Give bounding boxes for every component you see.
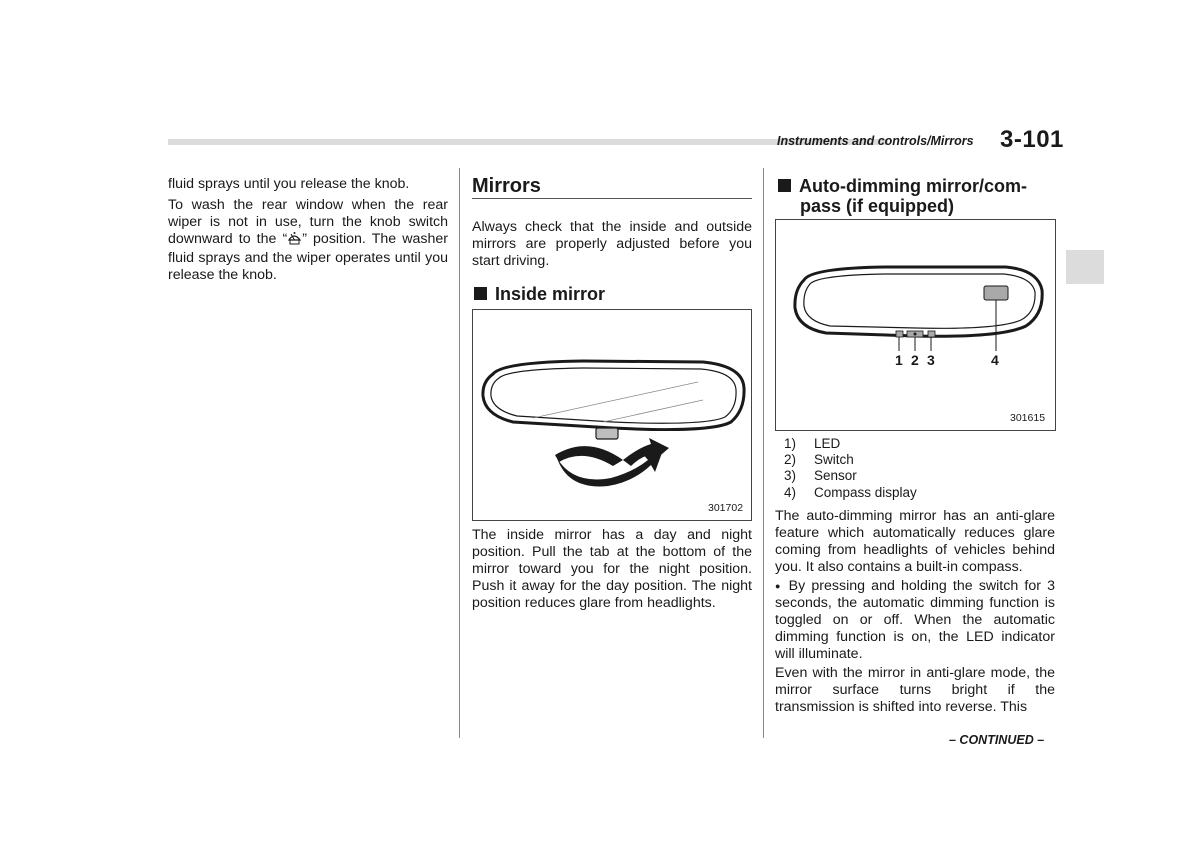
mirrors-heading: Mirrors [472,175,541,197]
rear-wash-text-1: To wash the rear window when the rear wiper is not in use, turn the knob switch downward to the “ [168,197,448,247]
callout-4: 4 [991,352,999,368]
figure-code: 301702 [708,502,744,514]
auto-dimming-illustration [776,220,1055,430]
bullet-text: By pressing and holding the switch for 3 seconds, the automatic dimming function is toggled on or off. When the automatic dimming function is on, the LED indicator will illuminate. [775,578,1056,662]
inside-mirror-body: The inside mirror has a day and night position. Pull the tab at the bottom of the mirror toward you for the night position. Push it away for the day position. The night position reduces glare from headlights. [472,527,752,611]
legend-number: 2) [784,452,797,468]
inside-mirror-figure [472,309,752,521]
switch-bullet [775,578,1055,663]
rear-wash-paragraph [168,197,448,284]
legend-label: Sensor [814,468,857,484]
legend-number: 4) [784,484,797,500]
legend-label: Switch [814,452,854,468]
callout-2: 2 [911,352,919,368]
mirrors-heading-rule [472,198,752,199]
reverse-paragraph: Even with the mirror in anti-glare mode, the mirror surface turns bright if the transmission is shifted into reverse. This [775,665,1055,715]
page-number: 3-101 [1000,126,1064,153]
figure-legend [784,436,917,501]
auto-dimming-figure [775,219,1056,431]
callout-3: 3 [927,352,935,368]
auto-dimming-heading-line1: Auto-dimming mirror/com- [799,176,1027,196]
legend-item [784,468,917,484]
mirrors-intro: Always check that the inside and outside mirrors are properly adjusted before you start driving. [472,219,752,269]
bullet-icon: ● [775,581,783,591]
inside-mirror-illustration [473,310,751,520]
continued-footer: – CONTINUED – [949,733,1045,747]
auto-dimming-paragraph: The auto-dimming mirror has an anti-glare feature which automatically reduces glare coming from headlights of vehicles behind you. It also contains a built-in compass. [775,508,1055,575]
legend-item [784,485,917,501]
section-title: Instruments and controls/Mirrors [777,134,974,148]
rear-washer-icon [287,231,302,250]
chapter-tab [1066,250,1104,284]
column-divider-left [459,168,460,738]
column-divider-right [763,168,764,738]
legend-number: 3) [784,468,797,484]
rear-wash-text-2: ” position. The washer fluid sprays and the wiper operates until you release the knob. [168,231,448,283]
figure-code: 301615 [1010,412,1046,424]
auto-dimming-heading-line2: pass (if equipped) [800,196,955,216]
callout-1: 1 [895,352,903,368]
left-column [168,176,448,284]
legend-item [784,436,917,452]
legend-number: 1) [784,436,797,451]
legend-label: Compass display [814,484,917,500]
continued-text: fluid sprays until you release the knob. [168,176,410,192]
inside-mirror-heading [474,284,605,304]
inside-mirror-heading-text: Inside mirror [495,284,606,304]
legend-label: LED [814,436,841,451]
section-square-icon [474,287,487,300]
auto-dimming-heading [778,176,1027,216]
legend-item [784,452,917,468]
auto-dimming-body [775,508,1055,716]
section-square-icon [778,179,791,192]
